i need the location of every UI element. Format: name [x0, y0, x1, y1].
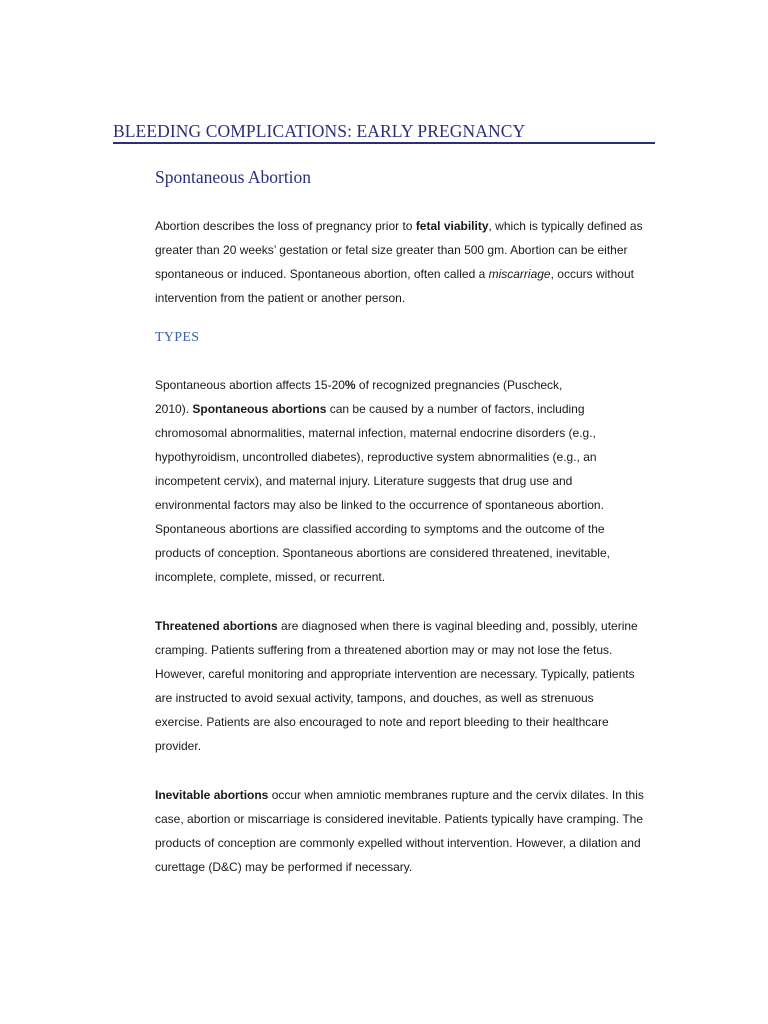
text-line: greater than 20 weeks’ gestation or fetal size greater than 500 gm. Abortion can be either [155, 243, 628, 257]
text-run: are diagnosed when there is vaginal bleeding and, possibly, uterine [277, 619, 638, 633]
text-line [155, 614, 655, 638]
text-line: products of conception. Spontaneous abortions are considered threatened, inevitable, [155, 546, 610, 560]
text-line [155, 262, 655, 286]
text-run: , which is typically defined as [488, 219, 643, 233]
text-line: are instructed to avoid sexual activity, tampons, and douches, as well as strenuous [155, 691, 594, 705]
text-run: occur when amniotic membranes rupture and the cervix dilates. In this [268, 788, 644, 802]
paragraph-types [155, 373, 655, 589]
chapter-title-rule [113, 142, 655, 144]
text-run: spontaneous or induced. Spontaneous abortion, often called a [155, 267, 489, 281]
text-line: environmental factors may also be linked to the occurrence of spontaneous abortion. [155, 498, 604, 512]
text-run: 2010). [155, 402, 193, 416]
subsection-heading-types: TYPES [155, 330, 200, 345]
section-title: Spontaneous Abortion [155, 167, 312, 187]
text-line: exercise. Patients are also encouraged to note and report bleeding to their healthcare [155, 715, 609, 729]
italic-term: miscarriage [488, 267, 551, 281]
text-line: products of conception are commonly expelled without intervention. However, a dilation and [155, 836, 641, 850]
text-line [155, 783, 655, 807]
text-line [155, 214, 655, 238]
text-line: provider. [155, 739, 202, 753]
text-run: Abortion describes the loss of pregnancy prior to [155, 219, 416, 233]
text-line: chromosomal abnormalities, maternal infection, maternal endocrine disorders (e.g., [155, 426, 596, 440]
bold-term: % [344, 378, 356, 392]
text-line: curettage (D&C) may be performed if necessary. [155, 860, 413, 874]
text-line: incomplete, complete, missed, or recurrent. [155, 570, 386, 584]
bold-term: Threatened abortions [155, 619, 278, 633]
text-line: incompetent cervix), and maternal injury. Literature suggests that drug use and [155, 474, 573, 488]
chapter-title: BLEEDING COMPLICATIONS: EARLY PREGNANCY [113, 121, 526, 141]
text-line: cramping. Patients suffering from a threatened abortion may or may not lose the fetus. [155, 643, 613, 657]
text-line: intervention from the patient or another person. [155, 291, 406, 305]
bold-term: Spontaneous abortions [192, 402, 327, 416]
bold-term: Inevitable abortions [155, 788, 269, 802]
text-line [155, 373, 655, 397]
text-line: hypothyroidism, uncontrolled diabetes), reproductive system abnormalities (e.g., an [155, 450, 597, 464]
text-line: However, careful monitoring and appropriate intervention are necessary. Typically, patients [155, 667, 635, 681]
text-run: Spontaneous abortion affects 15-20 [155, 378, 345, 392]
text-run: of recognized pregnancies (Puscheck, [355, 378, 563, 392]
paragraph-inevitable-abortions [155, 783, 655, 879]
text-line: case, abortion or miscarriage is considered inevitable. Patients typically have cramping. The [155, 812, 644, 826]
paragraph-threatened-abortions [155, 614, 655, 758]
text-run: , occurs without [550, 267, 634, 281]
text-line: Spontaneous abortions are classified according to symptoms and the outcome of the [155, 522, 605, 536]
bold-term: fetal viability [415, 219, 489, 233]
text-run: can be caused by a number of factors, including [326, 402, 585, 416]
text-line [155, 397, 655, 421]
paragraph-definition [155, 214, 655, 310]
